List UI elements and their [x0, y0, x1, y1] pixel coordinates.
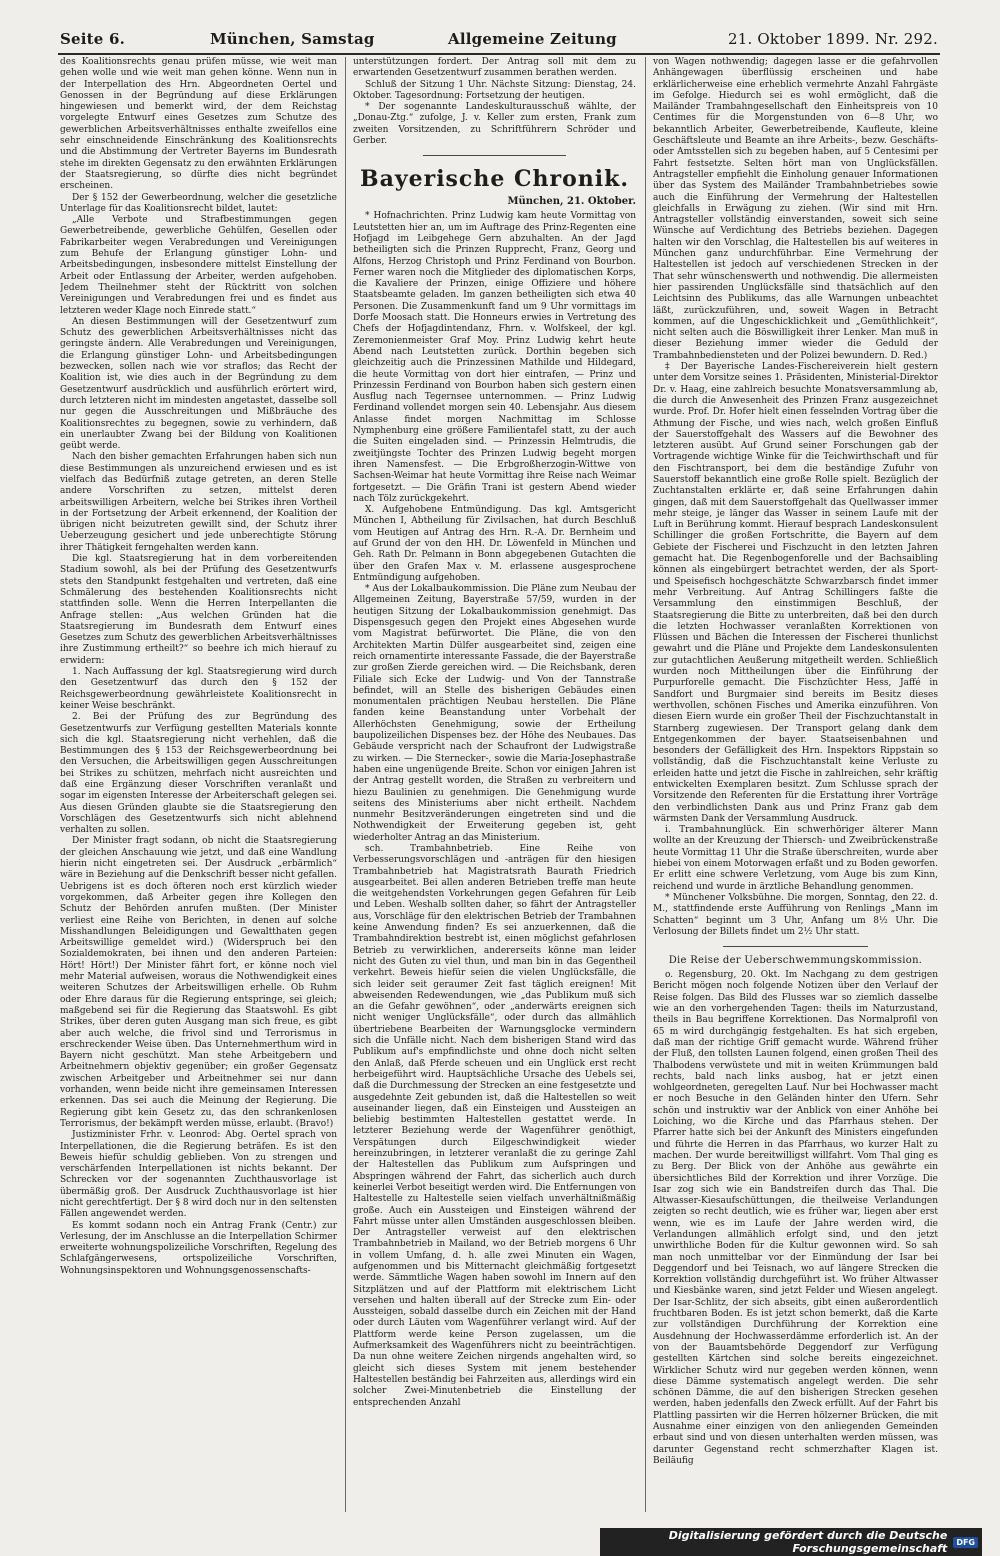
paragraph: „Alle Verbote und Strafbestimmungen gegen Gewerbetreibende, gewerbliche Gehülfen, Gesellen oder Fabrikarbeiter wegen Verabredungen und Vereinigungen zum Behufe der Erlangung günstiger Lohn- und Arbeitsbedingungen, insbesondere mittelst Einstellung der Arbeit oder Entlassung der Arbeiter, werden aufgehoben. Jedem Theilnehmer steht der Rücktritt von solchen Vereinigungen und Verabredungen frei und es findet aus letzteren weder Klage noch Einrede statt.“ [60, 215, 337, 316]
header-rule [58, 53, 940, 55]
digitization-footer [600, 1528, 1000, 1555]
paragraph: * Münchener Volksbühne. Die morgen, Sonntag, den 22. d. M., stattfindende erste Aufführung von Renlings „Mann im Schatten“ beginnt um 3 Uhr, Anfang um 8½ Uhr. Die Verlosung der Billets findet um 2½ Uhr statt. [653, 892, 938, 937]
dateline: München, 21. Oktober. [507, 196, 636, 208]
column-2 [353, 57, 636, 1512]
paragraph: * Hofnachrichten. Prinz Ludwig kam heute Vormittag von Leutstetten hier an, um im Auftrage des Prinz-Regenten eine Hofjagd im Leibgehege Gern abzuhalten. An der Jagd betheiligten sich die Prinzen Rupprecht, Franz, Georg und Alfons, Herzog Christoph und Prinz Ferdinand von Bourbon. Ferner waren noch die Mitglieder des diplomatischen Korps, die Kavaliere der Prinzen, einige Offiziere und höhere Staatsbeamte geladen. Im ganzen betheiligten sich etwa 40 Personen. Die Zusammenkunft fand um 9 Uhr vormittags im Dorfe Moosach statt. Die Honneurs erwies in Vertretung des Chefs der Hofjagdintendanz, Fhrn. v. Wolfskeel, der kgl. Zeremonienmeister Graf Moy. Prinz Ludwig kehrt heute Abend nach Leutstetten zurück. Dorthin begeben sich gleichzeitig auch die Prinzessinen Mathilde und Hildegard, die heute Vormittag von dort hier eintrafen, — Prinz und Prinzessin Ferdinand von Bourbon haben sich gestern einen Ausflug nach Tegernsee unternommen. — Prinz Ludwig Ferdinand vollendet morgen sein 40. Lebensjahr. Aus diesem Anlasse findet morgen Nachmittag im Schlosse Nymphenburg eine größere Familientafel statt, zu der auch die Suiten eingeladen sind. — Prinzessin Helmtrudis, die zweitjüngste Tochter des Prinzen Ludwig begeht morgen ihren Namensfest. — Die Erbgroßherzogin-Wittwe von Sachsen-Weimar hat heute Vormittag ihre Reise nach Weimar fortgesetzt. — Die Gräfin Trani ist gestern Abend wieder nach Tölz zurückgekehrt. [353, 211, 636, 504]
paragraph: Der § 152 der Gewerbeordnung, welcher die gesetzliche Unterlage für das Koalitionsrecht bildet, lautet: [60, 192, 337, 214]
article-heading: Die Reise der Ueberschwemmungskommission. [668, 955, 923, 967]
paragraph: Die kgl. Staatsregierung hat in dem vorbereitenden Stadium sowohl, als bei der Prüfung des Gesetzentwurfs stets den Standpunkt festgehalten und vertreten, daß eine Schmälerung des bestehenden Koalitionsrechts nicht stattfinden solle. Wenn die Herren Interpellanten die Anfrage stellen: „Aus welchen Gründen hat die Staatsregierung im Bundesrath dem Entwurf eines Gesetzes zum Schutz des gewerblichen Arbeitsverhältnisses ihre Zustimmung ertheilt?“ so beehre ich mich hierauf zu erwidern: [60, 554, 337, 666]
paragraph: ‡ Der Bayerische Landes-Fischereiverein hielt gestern unter dem Vorsitze seines 1. Präsidenten, Ministerial-Direktor Dr. v. Haag, eine zahlreich besuchte Monatsversammlung ab, die durch die Anwesenheit des Prinzen Franz ausgezeichnet wurde. Prof. Dr. Hofer hielt einen fesselnden Vortrag über die Athmung der Fische, und wies nach, welch großen Einfluß der Sauerstoffgehalt des Wassers auf die Bewohner des letzteren ausübt. Auf Grund seiner Forschungen gab der Vortragende wichtige Winke für die Teichwirthschaft und für den Fischtransport, bei dem die beständige Zufuhr von Sauerstoff bekanntlich eine große Rolle spielt. Bezüglich der Zuchtanstalten erklärte er, daß seine Erfahrungen dahin gingen, daß mit dem Sauerstoffgehalt das Quellwasser immer mehr steige, je länger das Wasser in seinem Laufe mit der Luft in Berührung kommt. Hierauf besprach Landeskonsulent Schillinger die großen Fortschritte, die Bayern auf dem Gebiete der Fischerei und Fischzucht in den letzten Jahren gemacht hat. Die Regenbogenforelle und der Bachsaibling können als eingebürgert betrachtet werden, der als Sport- und Speisefisch hochgeschätzte Schwarzbarsch findet immer mehr Verbreitung. Auf Antrag Schillingers faßte die Versammlung den einstimmigen Beschluß, der Staatsregierung die Bitte zu unterbreiten, daß bei den durch die letzten Hochwasser veranlaßten Korrektionen von Flüssen und Bächen die Interessen der Fischerei thunlichst gewahrt und die Pläne und Projekte dem Landeskonsulenten zur gutachtlichen Aeußerung mitgetheilt werden. Schließlich wurden noch Mittheilungen über die Einführung der Purpurforelle gemacht. Die Fischzüchter Hess, Jaffé in Sandfort und Burgmaier sind bereits im Besitz dieses werthvollen, schönen Fisches und Amerika einzuführen. Von diesen Eiern wurde ein großer Theil der Fischzuchtanstalt in Starnberg zugewiesen. Der Transport gelang dank dem Entgegenkommen der bayer. Staatseisenbahnen und besonders der Gefälligkeit des Hrn. Inspektors Rippstain so vollständig, daß die Fischzuchtanstalt keine Verluste zu erleiden hatte und jetzt die Fische in zahlreichen, sehr kräftig entwickelten Exemplaren besitzt. Zum Schlusse sprach der Vorsitzende den Referenten für die Erstattung ihrer Vorträge den verbindlichsten Dank aus und Prinz Franz gab dem wärmsten Dank der Versammlung Ausdruck. [653, 362, 938, 824]
paragraph: X. Aufgehobene Entmündigung. Das kgl. Amtsgericht München I, Abtheilung für Zivilsachen, hat durch Beschluß vom Heutigen auf Antrag des Hrn. R.-A. Dr. Bernheim und auf Grund der von den HH. Dr. Löwenfeld in München und Geh. Rath Dr. Pelmann in Bonn abgegebenen Gutachten die über den Grafen Max v. M. erlassene ausgesprochene Entmündigung aufgehoben. [353, 505, 636, 583]
page-header [60, 30, 938, 52]
issue-date: 21. Oktober 1899. [728, 30, 870, 48]
paragraph: 2. Bei der Prüfung des zur Begründung des Gesetzentwurfs zur Verfügung gestellten Materials konnte sich die kgl. Staatsregierung nicht verhehlen, daß die Bestimmungen des § 153 der Reichsgewerbeordnung bei den Versuchen, die Arbeitswilligen gegen Ausschreitungen bei Strikes zu schützen, mehrfach nicht ausreichten und daß eine Ergänzung dieser Vorschriften veranlaßt und sogar im eigensten Interesse der Arbeiterschaft gelegen sei. Aus diesen Gründen glaubte sie die Staatsregierung den Vorschlägen des Gesetzentwurfs sich nicht ablehnend verhalten zu sollen. [60, 712, 337, 836]
column-divider [345, 57, 346, 1512]
section-rule [723, 946, 868, 947]
paragraph: Nach den bisher gemachten Erfahrungen haben sich nun diese Bestimmungen als unzureichend erwiesen und es ist vielfach das Bedürfniß zutage getreten, an deren Stelle andere Vorschriften zu setzen, mittelst deren arbeitswilligen Arbeitern, welche bei Strikes ihren Vortheil in der Fortsetzung der Arbeit erkennend, der Koalition der übrigen nicht beizutreten gewillt sind, der Schutz ihrer Ueberzeugung gesichert und jede unberechtigte Störung ihrer Thätigkeit ferngehalten werden kann. [60, 452, 337, 553]
paragraph: des Koalitionsrechts genau prüfen müsse, wie weit man gehen wolle und wie weit man gehen könne. Wenn nun in der Interpellation des Hrn. Abgeordneten Oertel und Genossen in der Begründung auf diese Erklärungen hingewiesen und bemerkt wird, der dem Reichstag vorgelegte Entwurf eines Gesetzes zum Schutze des gewerblichen Arbeitsverhältnisses enthalte zweifellos eine sehr einschneidende Einschränkung des Koalitionsrechts und die Abstimmung der Vertreter Bayerns im Bundesrath stehe im direkten Gegensatz zu den erwähnten Erklärungen der Staatsregierung, so dürfte dies nicht begründet erscheinen. [60, 57, 337, 192]
issue-number: Nr. 292. [874, 30, 938, 48]
paragraph: i. Trambahnunglück. Ein schwerhöriger älterer Mann wollte an der Kreuzung der Thiersch- und Zweibrückenstraße heute Vormittag 11 Uhr die Straße überschreiten, wurde aber hiebei von einem Motorwagen erfaßt und zu Boden geworfen. Er erlitt eine schwere Verletzung, vom Auge bis zum Kinn, reichend und wurde in ärztliche Behandlung genommen. [653, 825, 938, 892]
paragraph: Der Minister fragt sodann, ob nicht die Staatsregierung der gleichen Anschauung wie jetzt, und daß eine Wandlung hierin nicht eingetreten sei. Der Ausdruck „erbärmlich“ wäre in Beziehung auf die Denkschrift besser nicht gefallen. Uebrigens ist es doch öfteren noch erst kürzlich wieder vorgekommen, daß Arbeiter gegen ihre Kollegen den Schutz der Behörden anrufen mußten. (Der Minister verliest eine Reihe von Berichten, in denen auf solche Misshandlungen Beleidigungen und Gewaltthaten gegen Arbeitswillige gemeldet wird.) (Widerspruch bei den Sozialdemokraten, bei ihnen und den anderen Parteien: Hört! Hört!) Der Minister fährt fort, er könne noch viel mehr Material aufweisen, woraus die Nothwendigkeit eines weiteren Schutzes der Arbeitswilligen erhelle. Ob Ruhm oder Ehre daraus für die Regierung entspringe, sei gleich; maßgebend sei für die Regierung das Staatswohl. Es gibt Strikes, über deren guten Ausgang man sich freue, es gibt aber auch welche, die frivol sind und Terrorismus in erschreckender Weise üben. Das Unternehmerthum wird in Bayern nicht geschützt. Man stehe Arbeitgebern und Arbeitnehmern objektiv gegenüber; ein großer Gegensatz zwischen Arbeitgeber und Arbeitnehmer sei nur dann vorhanden, wenn beide nicht ihre gemeinsamen Interessen erkennen. Das sei auch die Meinung der Regierung. Die Regierung gibt kein Gesetz zu, das den schrankenlosen Terrorismus, der bekämpft werden müsse, erlaubt. (Bravo!) [60, 836, 337, 1129]
paragraph: unterstützungen fordert. Der Antrag soll mit dem zu erwartenden Gesetzentwurf zusammen berathen werden. [353, 57, 636, 79]
footer-banner [600, 1528, 982, 1556]
paragraph: * Aus der Lokalbaukommission. Die Pläne zum Neubau der Allgemeinen Zeitung, Bayerstraße 57/59, wurden in der heutigen Sitzung der Lokalbaukommission genehmigt. Das Dispensgesuch gegen den Projekt eines Abgesehen wurde vom Magistrat befürwortet. Die Pläne, die von den Architekten Martin Dülfer ausgearbeitet sind, zeigen eine reich ornamentirte interessante Fassade, die der Bayerstraße zur großen Zierde gereichen wird. — Die Reichsbank, deren Filiale sich Ecke der Ludwig- und Von der Tannstraße befindet, will an Stelle des bisherigen Gebäudes einen monumentalen prächtigen Neubau herstellen. Die Pläne fanden keine Beanstandung unter Vorbehalt der Allerhöchsten Genehmigung, sowie der Ertheilung baupolizeilichen Dispenses bez. der Höhe des Neubaues. Das Gebäude verspricht nach der Schaufront der Ludwigstraße zu wirken. — Die Sternecker-, sowie die Maria-Josephastraße haben eine ungenügende Breite. Schon vor einigen Jahren ist der Antrag gestellt worden, die Straßen zu verbreitern und hiezu Baulinien zu genehmigen. Die Genehmigung wurde seitens des Ministeriums aber nicht ertheilt. Nachdem nunmehr Besitzveränderungen eingetreten sind und die Nothwendigkeit der Erweiterung gegeben ist, geht wiederholter Antrag an das Ministerium. [353, 584, 636, 843]
newspaper-title: Allgemeine Zeitung [448, 30, 617, 48]
paragraph: Es kommt sodann noch ein Antrag Frank (Centr.) zur Verlesung, der im Anschlusse an die Interpellation Schirmer erweiterte wohnungspolizeiliche Vorschriften, Regelung des Schlafgängerwesens, ortspolizeiliche Vorschriften, Wohnungsinspektoren und Wohnungsgenossenschafts- [60, 1220, 337, 1276]
section-rule [423, 155, 566, 156]
page-number: Seite 6. [60, 30, 126, 48]
dfg-logo-icon: DFG [953, 1537, 978, 1548]
paragraph: von Wagen nothwendig; dagegen lasse er die gefahrvollen Anhängewagen überflüssig erscheinen und habe erklärlicherweise eine erheblich vermehrte Anzahl Fahrgäste im Gefolge. Hiedurch sei es wohl ermöglicht, daß die Mailänder Trambahngesellschaft den Einheitspreis von 10 Centimes für die Morgenstunden von 6—8 Uhr, wo bekanntlich Arbeiter, Gewerbetreibende, Kaufleute, kleine Geschäftsleute und Beamte an ihre Arbeits-, bezw. Geschäfts- oder Amtsstellen sich zu begeben haben, auf 5 Centesimi per Fahrt festsetzte. Selten hört man von Unglücksfällen. Antragsteller empfiehlt die Einholung genauer Informationen über das System des Mailänder Trambahnbetriebes sowie auch die Einführung der Vermehrung der Haltestellen gleichfalls in Erwägung zu ziehen. (Wir sind mit Hrn. Antragsteller vollständig einverstanden, soweit sich seine Wünsche auf Verdichtung des Betriebs beziehen. Dagegen halten wir den Vorschlag, die Haltestellen bis auf weiteres in München ganz undurchführbar. Eine Vermehrung der Haltestellen ist jedoch auf verschiedenen Strecken in der That sehr wünschenswerth und nothwendig. Die allermeisten hier passirenden Unglücksfälle sind thatsächlich auf den Leichtsinn des Publikums, das alle Warnungen unbeachtet läßt, zurückzuführen, und, soweit Wagen in Betracht kommen, auf die Ungeschicklichkeit und „Gemüthlichkeit“, nicht selten auch die Böswilligkeit ihrer Lenker. Man muß in dieser Beziehung immer wieder die Geduld der Trambahnbediensteten und der Polizei bewundern. D. Red.) [653, 57, 938, 361]
column-1 [60, 57, 337, 1512]
paragraph: 1. Nach Auffassung der kgl. Staatsregierung wird durch den Gesetzentwurf das durch den § 152 der Reichsgewerbeordnung gewährleistete Koalitionsrecht in keiner Weise beschränkt. [60, 667, 337, 711]
city-day: München, Samstag [210, 30, 375, 48]
paragraph: o. Regensburg, 20. Okt. Im Nachgang zu dem gestrigen Bericht mögen noch folgende Notizen über den Verlauf der Reise folgen. Das Bild des Flusses war so ziemlich dasselbe wie an den vorhergehenden Tagen: theils im Naturzustand, theils in Bau begriffene Korrektionen. Das Normalprofil von 65 m wird durchgängig festgehalten. Es hat sich ergeben, daß man der richtige Griff gemacht wurde. Während früher der Fluß, den tollsten Launen folgend, einen großen Theil des Thalbodens verwüstete und mit in weiten Krümmungen bald rechts, bald nach links ausbog, hat er jetzt einen wohlgeordneten, geregelten Lauf. Nur bei Hochwasser macht er noch Besuche in den Geländen hinter den Ufern. Sehr schön und instruktiv war der Anblick von einer Anhöhe bei Loiching, wo die Kirche und das Pfarrhaus stehen. Der Pfarrer hatte sich bei der Ankunft des Ministers eingefunden und führte die Herren in das Pfarrhaus, wo kurzer Halt zu machen. Der wurde bereitwilligst willfahrt. Vom Thal ging es zu Berg. Der Blick von der Anhöhe aus gewährte ein übersichtliches Bild der Korrektion und ihrer Vorzüge. Die Isar zog sich wie ein Bandstreifen durch das Thal. Die Altwasser-Kiesaufschüttungen, die theilweise Verlandungen zeigten so recht deutlich, wie es früher war, liegen aber erst wenn, wie es im Laufe der Jahre werden wird, die Verlandungen allmählich erfolgt sind, und den jetzt unwirthliche Boden für die Kultur gewonnen wird. So sah man noch unmittelbar vor der Einmündung der Isar bei Deggendorf und bei Teisnach, wo auf längere Strecken die Korrektion vollständig durchgeführt ist. Wo früher Altwasser und Kiesbänke waren, sind jetzt Felder und Wiesen angelegt. Der Isar-Schlitz, der sich abseits, gibt einen außerordentlich fruchtbaren Boden. Es ist jetzt schon bemerkt, daß die Karte zur vollständigen Durchführung der Korrektion eine Ausdehnung der Hochwasserdämme erforderlich ist. An der von der Bauamtsbehörde Deggendorf zur Verfügung gestellten Kärtchen sind solche bereits eingezeichnet. Wirklicher Schutz wird nur gegeben werden können, wenn diese Dämme systematisch angelegt werden. Die sehr schönen Dämme, die auf den bisherigen Strecken gesehen werden, haben jedenfalls den Zweck erfüllt. Auf der Fahrt bis Plattling passirten wir die Herren hölzerner Brücken, die mit Ausnahme einer einzigen von den anliegenden Gemeinden erbaut sind und von diesen unterhalten werden müssen, was darunter Gegenstand recht schmerzhafter Klagen ist. Beiläufig [653, 970, 938, 1466]
paragraph: * Der sogenannte Landeskulturausschuß wählte, der „Donau-Ztg.“ zufolge, J. v. Keller zum ersten, Frank zum zweiten Vorsitzenden, zu Schriftführern Schröder und Gerber. [353, 102, 636, 147]
paragraph: Justizminister Frhr. v. Leonrod: Abg. Oertel sprach von Interpellationen, die die Regierung beträfen. Es ist den Beweis hiefür schuldig geblieben. Von zu strengen und verschärfenden Interpellationen ist nichts bekannt. Der Schrecken vor der sogenannten Zuchthausvorlage ist übermäßig groß. Der Ausdruck Zuchthausvorlage ist hier nicht gerechtfertigt. Der § 8 wird doch nur in den seltensten Fällen angewendet werden. [60, 1130, 337, 1220]
column-divider [645, 57, 646, 1512]
footer-text: Digitalisierung gefördert durch die Deutsche Forschungsgemeinschaft [668, 1529, 948, 1555]
column-3 [653, 57, 938, 1512]
paragraph: An diesen Bestimmungen will der Gesetzentwurf zum Schutz des gewerblichen Arbeitsverhältnisses nicht das geringste ändern. Alle Verabredungen und Vereinigungen, die Erlangung günstiger Lohn- und Arbeitsbedingungen bezwecken, sollen nach wie vor straflos; das Recht der Koalition ist, wie dies auch in der Begründung zu dem Gesetzentwurf ausdrücklich und ausführlich erörtert wird, durch letzteren nicht im mindesten angetastet, dasselbe soll nur gegen die Ausschreitungen und Mißbräuche des Koalitionsrechtes zu begegnen, sowie zu verhindern, daß ein unerlaubter Zwang bei der Bildung von Koalitionen geübt werde. [60, 316, 337, 452]
paragraph: sch. Trambahnbetrieb. Eine Reihe von Verbesserungsvorschlägen und -anträgen für den hiesigen Trambahnbetrieb hat Magistratsrath Baurath Friedrich ausgearbeitet. Bei allen anderen Betrieben treffe man heute die weitgehendsten Vorkehrungen gegen Gefahren für Leib und Leben. Weshalb sollten daher, so fährt der Antragsteller aus, Vorschläge für den elektrischen Betrieb der Trambahnen keine Anwendung finden? Es sei anzuerkennen, daß die Trambahndirektion bestrebt ist, einen möglichst gefahrlosen Betrieb zu verwirklichen, andererseits könne man leider nicht des Guten zu viel thun, und man bin in das Gegentheil verkehrt. Beweis hiefür seien die vielen Unglücksfälle, die sich leider seit geraumer Zeit fast täglich ereignen! Mit abweisenden Redewendungen, wie „das Publikum muß sich an die Gefahr gewöhnen“, oder „anderwärts ereignen sich nicht weniger Unglücksfälle“, oder durch das allmählich übertriebene Bearbeiten der Warnungsglocke vermindern sich die Unfälle nicht. Nach dem bisherigen Stand wird das Publikum auf's empfindlichste und ohne doch nicht selten den Anlaß, daß Pferde scheuen und ein Unglück erst recht herbeigeführt wird. Hauptsächliche Ursache des Uebels sei, daß die Durchmessung der Strecken an eine festgesetzte und ausgedehnte Zeit gebunden ist, daß die Haltestellen so weit auseinander liegen, daß ein Einsteigen und Aussteigen an beliebig bestimmten Haltestellen gestattet werde. In letzterer Beziehung werde der Wagenführer genöthigt, Verspätungen durch Eilgeschwindigkeit wieder hereinzubringen, in letzterer veranlaßt die zu geringe Zahl der Haltestellen das Publikum zum Aufspringen und Abspringen während der Fahrt, das sicherlich auch durch keinerlei Verbot beseitigt werden wird. Die Entfernungen von Haltestelle zu Haltestelle seien vielfach unverhältnißmäßig große. Auch ein Aussteigen und Einsteigen während der Fahrt müsse unter allen Umständen ausgeschlossen bleiben. Der Antragsteller verweist auf den elektrischen Trambahnbetrieb in Mailand, wo der Betrieb morgens 6 Uhr in vollem Umfang, d. h. alle zwei Minuten ein Wagen, aufgenommen und bis Mitternacht gleichmäßig fortgesetzt werde. Sämmtliche Wagen haben sowohl im Innern auf den Sitzplätzen und auf der Plattform mit elektrischem Licht versehen und halten überall auf der Strecke zum Ein- oder Aussteigen, sobald dasselbe durch ein Zeichen mit der Hand oder durch Läuten vom Wagenführer verlangt wird. Auf der Plattform werde keine Person zugelassen, um die Aufmerksamkeit des Wagenführers nicht zu beeinträchtigen. Da nun ohne weitere Zeichen nirgends angehalten wird, so gleicht sich dieses System mit jenem bestehender Haltestellen beständig bei Fahrzeiten aus, allerdings wird ein solcher Zwei-Minutenbetrieb die Einstellung der entsprechenden Anzahl [353, 844, 636, 1408]
paragraph: Schluß der Sitzung 1 Uhr. Nächste Sitzung: Dienstag, 24. Oktober. Tagesordnung: Fortsetzung der heutigen. [353, 79, 636, 101]
section-title: Bayerische Chronik. [359, 166, 630, 193]
